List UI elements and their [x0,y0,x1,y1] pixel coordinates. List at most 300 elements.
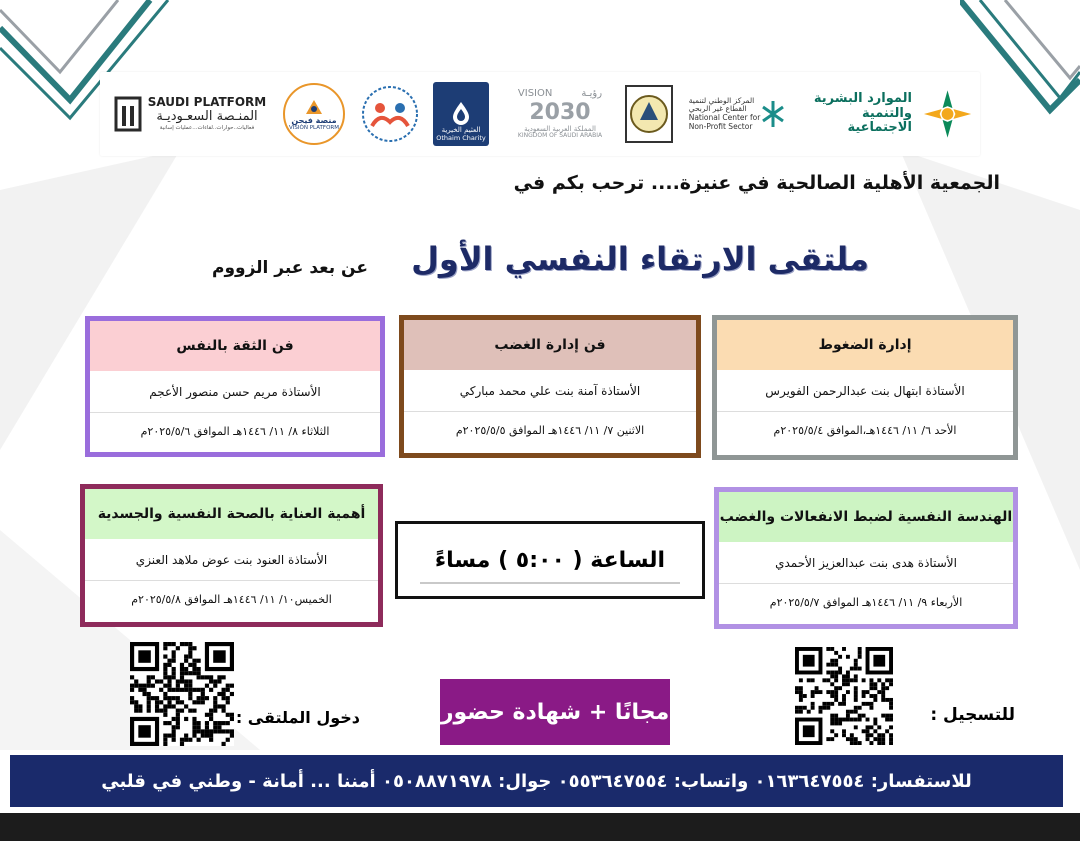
ncnp-logo-line1: المركز الوطني لتنمية [688,95,755,105]
qr-module [830,729,834,733]
qr-module [155,696,159,700]
qr-finder-center [213,650,225,662]
qr-module [803,706,807,710]
ncnp-logo-line3: National Center for [688,113,761,122]
qr-module [873,729,877,733]
qr-module [866,737,870,741]
vision-platform-icon [304,98,324,116]
qr-module [159,688,163,692]
qr-module [226,721,230,725]
qr-module [188,684,192,688]
qr-module [842,647,846,651]
qr-module [217,679,221,683]
seal-icon [624,84,674,144]
qr-module [147,709,151,713]
qr-module [222,704,226,708]
qr-module [889,702,893,706]
qr-module [172,642,176,646]
qr-module [799,706,803,710]
qr-module [167,659,171,663]
session-title: فن إدارة الغضب [404,320,696,370]
vision-2030-country-en: KINGDOM OF SAUDI ARABIA [517,131,603,139]
session-time [395,521,705,599]
qr-module [869,725,873,729]
qr-module [217,675,221,679]
qr-module [230,717,234,721]
qr-module [184,738,188,742]
qr-module [188,738,192,742]
othaim-name-en: Othaim Charity [436,134,486,142]
qr-module [222,692,226,696]
qr-module [176,679,180,683]
association-seal-logo [620,78,678,150]
register-qr-code[interactable] [795,647,893,745]
qr-module [180,742,184,746]
qr-module [873,686,877,690]
qr-module [205,696,209,700]
qr-module [184,671,188,675]
qr-module [873,737,877,741]
qr-module [176,717,180,721]
qr-module [869,706,873,710]
qr-module [201,688,205,692]
qr-module [163,654,167,658]
qr-module [881,714,885,718]
qr-module [842,674,846,678]
qr-module [134,679,138,683]
qr-module [799,710,803,714]
qr-module [811,706,815,710]
qr-module [147,692,151,696]
qr-module [188,696,192,700]
qr-module [201,675,205,679]
ncnp-star-icon [760,99,786,129]
qr-module [799,686,803,690]
volunteer-logo [358,78,422,150]
qr-module [134,709,138,713]
qr-module [226,729,230,733]
qr-module [826,647,830,651]
qr-module [842,702,846,706]
qr-module [188,692,192,696]
qr-module [184,659,188,663]
qr-module [842,694,846,698]
ncnp-logo-line4: Non-Profit Sector [688,121,753,131]
qr-module [205,734,209,738]
session-card-5 [80,484,383,627]
qr-module [155,709,159,713]
qr-module [205,675,209,679]
qr-module [192,700,196,704]
qr-module [205,721,209,725]
qr-module [869,733,873,737]
qr-module [197,725,201,729]
qr-module [881,733,885,737]
qr-module [188,650,192,654]
qr-module [209,713,213,717]
qr-module [188,679,192,683]
qr-module [197,688,201,692]
qr-module [854,659,858,663]
qr-module [222,675,226,679]
qr-module [163,721,167,725]
qr-module [201,729,205,733]
qr-module [192,717,196,721]
qr-module [869,686,873,690]
qr-module [850,718,854,722]
qr-module [830,671,834,675]
qr-module [854,694,858,698]
qr-module [862,678,866,682]
qr-module [822,678,826,682]
qr-module [184,684,188,688]
qr-module [217,729,221,733]
qr-module [846,671,850,675]
qr-module [881,686,885,690]
qr-module [209,729,213,733]
qr-module [172,688,176,692]
qr-module [134,704,138,708]
qr-module [854,725,858,729]
qr-module [217,725,221,729]
qr-module [159,700,163,704]
qr-module [142,684,146,688]
qr-module [830,659,834,663]
qr-module [192,721,196,725]
qr-module [846,714,850,718]
qr-module [854,706,858,710]
contact-section [0,755,1080,810]
qr-module [213,679,217,683]
vision-2030-ar: رؤيـة [581,88,603,100]
session-presenter: الأستاذة ابتهال بنت عبدالرحمن الفويرس [717,370,1013,412]
qr-finder-center [873,655,885,667]
qr-module [205,713,209,717]
qr-module [172,650,176,654]
qr-module [147,696,151,700]
vision-2030-year: 2030 [529,99,591,125]
qr-module [842,678,846,682]
qr-module [163,684,167,688]
qr-module [889,733,893,737]
qr-module [184,734,188,738]
qr-module [176,709,180,713]
qr-module [172,671,176,675]
qr-module [159,709,163,713]
session-presenter: الأستاذة هدى بنت عبدالعزيز الأحمدي [719,542,1013,584]
qr-module [885,729,889,733]
qr-module [834,671,838,675]
qr-module [222,696,226,700]
qr-module [172,696,176,700]
othaim-charity-logo [432,78,490,150]
qr-module [838,718,842,722]
qr-module [226,700,230,704]
qr-module [230,734,234,738]
qr-module [180,709,184,713]
qr-module [213,684,217,688]
qr-module [167,734,171,738]
qr-module [830,718,834,722]
qr-module [172,738,176,742]
vision-2030-en: VISION [517,88,553,100]
qr-module [222,729,226,733]
qr-module [176,700,180,704]
qr-module [209,688,213,692]
session-title: الهندسة النفسية لضبط الانفعالات والغضب [719,492,1013,542]
qr-module [184,642,188,646]
qr-module [877,725,881,729]
qr-module [854,741,858,745]
qr-module [197,696,201,700]
qr-module [854,690,858,694]
qr-module [842,729,846,733]
qr-module [167,688,171,692]
qr-module [201,700,205,704]
qr-module [885,698,889,702]
qr-module [142,692,146,696]
qr-module [826,690,830,694]
qr-module [842,733,846,737]
free-certificate-badge: مجانًا + شهادة حضور [440,679,670,745]
qr-module [192,659,196,663]
qr-module [180,679,184,683]
qr-module [795,690,799,694]
qr-module [222,742,226,746]
qr-module [858,706,862,710]
qr-module [167,721,171,725]
vision-2030-logo [510,78,610,150]
saudi-platform-icon [114,96,142,132]
qr-module [209,679,213,683]
qr-module [838,667,842,671]
qr-module [163,738,167,742]
qr-module [167,675,171,679]
qr-module [834,651,838,655]
qr-module [830,674,834,678]
session-date: الخميس١٠/ ١١/ ١٤٤٦هـ الموافق ٢٠٢٥/٥/٨م [131,592,332,606]
qr-module [147,700,151,704]
enter-qr-code[interactable] [130,642,234,746]
session-presenter: الأستاذة آمنة بنت علي محمد مباركي [404,370,696,412]
qr-module [877,690,881,694]
qr-module [842,682,846,686]
qr-module [155,700,159,704]
qr-module [846,710,850,714]
qr-module [167,663,171,667]
qr-module [163,696,167,700]
qr-module [213,704,217,708]
qr-module [163,692,167,696]
qr-module [826,671,830,675]
qr-finder-center [803,725,815,737]
footer-strip [0,813,1080,841]
qr-module [151,684,155,688]
qr-module [213,700,217,704]
qr-module [226,688,230,692]
qr-module [846,718,850,722]
qr-module [205,729,209,733]
qr-module [197,738,201,742]
qr-module [180,738,184,742]
session-title: فن الثقة بالنفس [90,321,380,371]
qr-module [230,729,234,733]
qr-module [138,709,142,713]
qr-module [830,694,834,698]
qr-module [873,682,877,686]
qr-module [862,690,866,694]
qr-module [147,675,151,679]
qr-module [184,704,188,708]
qr-module [854,678,858,682]
qr-module [184,667,188,671]
qr-module [834,694,838,698]
qr-module [163,734,167,738]
qr-module [222,709,226,713]
qr-module [799,698,803,702]
qr-module [866,702,870,706]
qr-module [862,694,866,698]
qr-module [217,704,221,708]
qr-module [826,678,830,682]
qr-module [854,686,858,690]
vision-2030-country-ar: المملكة العربية السعودية [524,124,596,133]
qr-module [155,679,159,683]
qr-module [850,710,854,714]
qr-module [826,663,830,667]
qr-module [803,694,807,698]
qr-module [881,682,885,686]
qr-module [176,721,180,725]
qr-module [854,718,858,722]
qr-module [226,684,230,688]
qr-module [858,647,862,651]
qr-module [184,679,188,683]
qr-module [885,718,889,722]
qr-module [197,667,201,671]
qr-module [811,678,815,682]
qr-module [180,663,184,667]
qr-module [885,678,889,682]
qr-module [176,646,180,650]
qr-module [180,642,184,646]
qr-module [147,704,151,708]
qr-module [858,714,862,718]
qr-module [230,684,234,688]
qr-module [877,737,881,741]
qr-module [889,682,893,686]
qr-module [866,729,870,733]
qr-module [862,729,866,733]
qr-module [172,675,176,679]
qr-module [799,694,803,698]
qr-module [830,714,834,718]
qr-module [172,725,176,729]
qr-module [213,729,217,733]
qr-module [881,694,885,698]
qr-module [147,679,151,683]
qr-module [134,684,138,688]
qr-module [834,698,838,702]
qr-module [889,737,893,741]
qr-module [795,686,799,690]
qr-module [846,682,850,686]
qr-module [854,737,858,741]
qr-module [176,725,180,729]
qr-module [877,678,881,682]
qr-module [830,682,834,686]
session-time-text: الساعة ( ٥:٠٠ ) مساءً [434,547,666,573]
qr-module [889,698,893,702]
qr-module [822,706,826,710]
qr-module [826,702,830,706]
qr-module [826,706,830,710]
qr-module [858,741,862,745]
qr-module [877,741,881,745]
qr-module [155,704,159,708]
qr-module [184,654,188,658]
qr-module [209,738,213,742]
qr-module [201,734,205,738]
qr-module [858,655,862,659]
qr-module [172,667,176,671]
qr-module [866,690,870,694]
enter-label: دخول الملتقى : [235,708,360,727]
ncnp-logo-line2: القطاع غير الربحي [688,104,747,114]
qr-module [172,659,176,663]
qr-module [180,688,184,692]
qr-module [176,684,180,688]
qr-module [159,679,163,683]
qr-module [830,647,834,651]
vision-platform-logo [280,78,348,150]
qr-module [869,678,873,682]
qr-module [180,671,184,675]
qr-module [163,713,167,717]
qr-module [197,700,201,704]
qr-module [230,692,234,696]
qr-module [176,688,180,692]
session-date: الأحد ٦/ ١١/ ١٤٤٦هـ،الموافق ٢٠٢٥/٥/٤م [773,423,957,437]
qr-module [226,713,230,717]
qr-module [850,678,854,682]
qr-module [188,688,192,692]
qr-module [854,663,858,667]
qr-module [862,702,866,706]
qr-module [226,738,230,742]
qr-module [834,663,838,667]
qr-module [854,710,858,714]
event-title: ملتقى الارتقاء النفسي الأول [411,240,869,278]
qr-module [213,725,217,729]
qr-module [192,709,196,713]
othaim-drop-icon [449,100,473,126]
qr-module [201,692,205,696]
qr-module [180,700,184,704]
volunteer-people-icon [360,84,420,144]
qr-module [130,700,134,704]
qr-module [134,700,138,704]
qr-module [147,684,151,688]
qr-module [138,688,142,692]
qr-module [172,654,176,658]
qr-module [815,686,819,690]
qr-module [866,718,870,722]
ncnp-logo [685,78,790,150]
qr-module [815,690,819,694]
qr-module [213,709,217,713]
qr-module [854,667,858,671]
